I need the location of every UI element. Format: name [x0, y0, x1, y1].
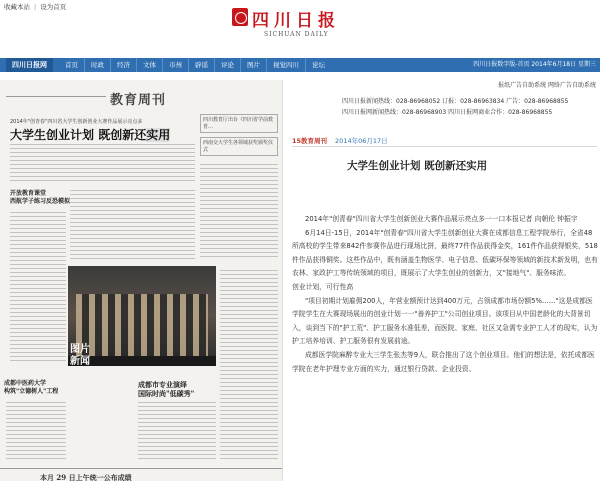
hotlines [342, 97, 568, 118]
paper-box-headline[interactable]: 开放教育课堂 西航学子练习反恐模拟 [10, 190, 71, 205]
text-block [10, 212, 66, 362]
photo-news-label: 图片 新闻 [70, 344, 90, 367]
nav-item-photos[interactable]: 图片 [241, 58, 267, 72]
main-nav [0, 58, 600, 72]
nav-item-visual[interactable]: 视觉四川 [267, 58, 306, 72]
side-story[interactable]: 西南交大学生各领域获奖颁奖仪式 [200, 137, 278, 156]
nav-item-rumor[interactable]: 辟谣 [189, 58, 215, 72]
text-block [220, 270, 278, 460]
logo-subtitle: SICHUAN DAILY [264, 31, 329, 38]
divider [292, 146, 597, 147]
logo-title: 四川日报 [252, 11, 340, 31]
set-homepage-link[interactable]: 设为首页 [40, 3, 67, 11]
newspaper-seal-icon [232, 8, 248, 26]
page-label[interactable]: 15教育周刊 [292, 137, 328, 145]
photo-figures [76, 294, 208, 358]
text-block [200, 164, 278, 259]
hotline-row: 四川日报网新闻热线：028-86968903 四川日报网商业合作：028-86968855 [342, 108, 553, 116]
top-links [4, 2, 66, 11]
ad-system-links[interactable]: 报纸广告自助系统 网络广告自助系统 [498, 82, 596, 89]
paper-photo[interactable] [68, 266, 216, 366]
article-paragraph: "项目初期计划雇佣200人，年营业额预计达到400万元，占领成都市场份额5%……"这是成都医学院学生在大赛现场展出的创业计划一一"善养护工"公司创业项目。该项目从中国老龄化的大背景切入，谈到当下的"护工荒"、护工服务水准低差，而医院、家庭、社区又急需专业护工人才的现实，认为护工培养培训、护工服务很有发展前途。 [292, 296, 598, 346]
article-meta [292, 136, 388, 145]
article-body [292, 213, 598, 376]
article-paragraph: 6月14日-15日，2014年"创青春"四川省大学生创新创业大赛在成都信息工程学院举行，全省48所高校的学生带来842件参赛作品进行现场比拼，最终77件作品获得金奖，161件作品获得银奖，518件作品获得铜奖。这些作品中，既有涵盖生物医学、电子信息、低碳环保等领域的新技术新发明，也有农林、家政护工等传统领域的项目，既展示了大学生创业的创新力，又"接地气"、服务味浓。 [292, 228, 598, 278]
divider [6, 96, 106, 97]
paper-side-column [200, 114, 278, 160]
article-paragraph: 成都医学院麻醉专业大三学生张杰等9人，联合推出了这个创业项目。他们的想法是，依托成都医学院在老年护理专业方面的实力，通过银行贷款、企业投资、 [292, 350, 595, 373]
hotline-row: 四川日报新闻热线：028-86968052 订报：028-86963834 广告：028-86968855 [342, 98, 569, 105]
masthead-logo[interactable] [232, 6, 362, 44]
headline-part: 既创新还 [98, 128, 147, 142]
article-date: 2014年06月17日 [335, 137, 388, 145]
text-block [70, 190, 195, 262]
nav-item-politics[interactable]: 时政 [85, 58, 111, 72]
photo-caption[interactable]: 成都市专业演绎 国际时尚"低碳秀" [138, 380, 195, 398]
paper-headline[interactable] [10, 126, 170, 143]
paper-bottom-headline[interactable]: 本月 29 日上午统一公布成绩 [40, 473, 132, 481]
article-subhead: 创业计划，可行性高 [292, 282, 354, 291]
headline-part: 大学生创业计划 [10, 128, 95, 142]
article-title: 大学生创业计划 既创新还实用 [347, 160, 488, 172]
section-title: 教育周刊 [110, 93, 167, 108]
nav-item-cities[interactable]: 市州 [163, 58, 189, 72]
nav-item-culture[interactable]: 文体 [137, 58, 163, 72]
nav-item-home[interactable]: 首页 [59, 58, 85, 72]
article-paragraph: 2014年"创青春"四川省大学生创新创业大赛作品展示亮点多一一口本报记者 向朝伦 钟振宇 [305, 215, 578, 223]
edition-date[interactable]: 四川日报数字版-首页 2014年6月18日 星期三 [473, 61, 596, 68]
nav-item-forum[interactable]: 论坛 [312, 61, 325, 69]
paper-subheadline: 2014年"创青春"四川省大学生创新创业大赛作品展示亮点多 [10, 119, 143, 125]
text-block [6, 402, 66, 462]
text-block [10, 144, 195, 184]
side-story[interactable]: 四川教育厅出台《四川省学前教育… [200, 114, 278, 133]
newspaper-page-thumbnail[interactable] [0, 80, 283, 481]
nav-items [59, 58, 331, 72]
text-block [138, 402, 216, 462]
divider [0, 468, 283, 469]
paper-left-headline[interactable]: 成都中医药大学 构筑"立德树人"工程 [4, 380, 59, 395]
photo-stage [68, 356, 216, 366]
headline-part: 实用 [146, 128, 171, 142]
nav-brand[interactable]: 四川日报网 [6, 58, 53, 72]
bookmark-link[interactable]: 收藏本站 [4, 3, 30, 11]
nav-item-economy[interactable]: 经济 [111, 58, 137, 72]
nav-item-comment[interactable]: 评论 [215, 58, 241, 72]
divider: | [34, 2, 37, 11]
